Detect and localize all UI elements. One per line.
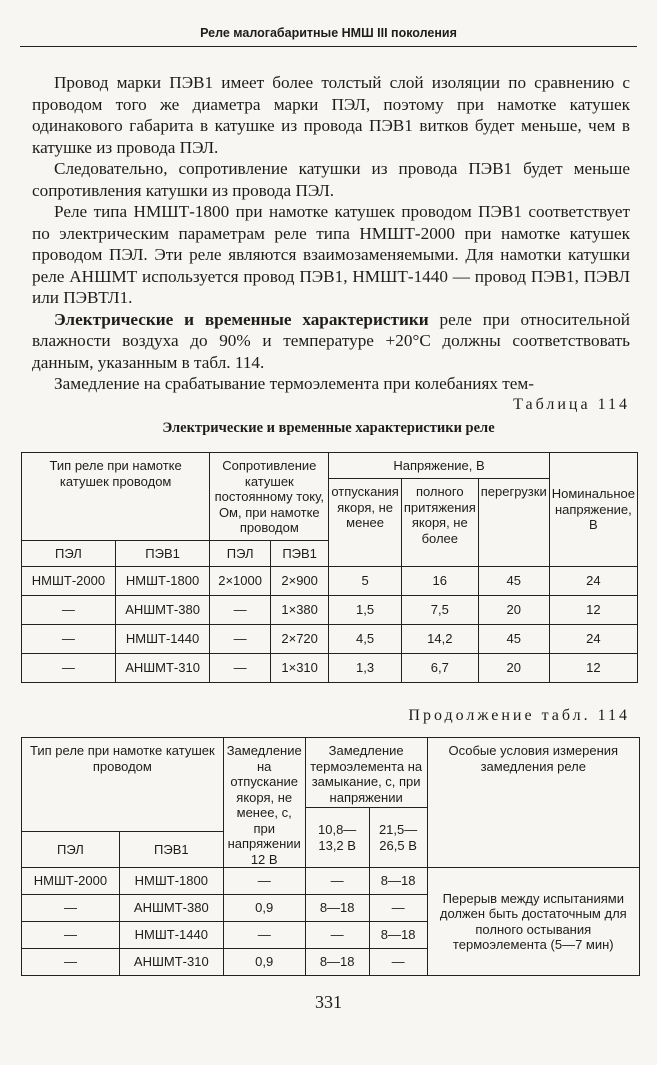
table-cell: 4,5 (329, 625, 401, 654)
table-cell: — (305, 868, 369, 895)
table-cell: 20 (478, 596, 549, 625)
table-cell: 7,5 (401, 596, 478, 625)
table-title: Электрические и временные характеристики реле (162, 420, 495, 436)
header-cell: Напряжение, В (329, 453, 549, 479)
table-cell: 45 (478, 567, 549, 596)
body-text (32, 72, 630, 395)
paragraph: Следовательно, сопротивление катушки из провода ПЭВ1 будет меньше сопротивления катушки из провода ПЭЛ. (32, 159, 630, 200)
table-cell: 8—18 (369, 868, 427, 895)
table-cell: 1×380 (270, 596, 328, 625)
table-cell: 14,2 (401, 625, 478, 654)
page-number: 331 (315, 992, 342, 1012)
table-cell: — (22, 654, 116, 683)
header-cell: полного притяжения якоря, не более (401, 479, 478, 567)
table-cell: 0,9 (223, 949, 305, 976)
table-cell: 2×900 (270, 567, 328, 596)
table-cell: — (22, 949, 120, 976)
table-cell: 24 (549, 625, 637, 654)
table-cell: — (22, 625, 116, 654)
table-cell: НМШТ-1440 (119, 922, 223, 949)
table-cell: 2×1000 (210, 567, 271, 596)
table-cell: — (210, 625, 271, 654)
table-row (22, 596, 638, 625)
paragraph: Провод марки ПЭВ1 имеет более толстый слой изоляции по сравнению с проводом того же диаметра марки ПЭЛ, поэтому при намотке катушек одинакового габарита в катушке из провода ПЭВ1 витков будет меньше, чем в катушке из провода ПЭЛ. (32, 73, 630, 157)
table-row (22, 625, 638, 654)
table-cell: 5 (329, 567, 401, 596)
header-cell: ПЭВ1 (270, 541, 328, 567)
conditions-note: Перерыв между испытаниями должен быть достаточным для полного остывания термоэлемента (5—7 мин) (427, 868, 639, 976)
table-continuation-caption: Продолжение табл. 114 (408, 707, 630, 724)
header-cell: ПЭЛ (22, 832, 120, 868)
table-cell: — (369, 895, 427, 922)
table-cell: НМШТ-2000 (22, 567, 116, 596)
table-cell: 12 (549, 596, 637, 625)
bold-term: Электрические и временные характеристики (54, 309, 429, 329)
table-row (22, 654, 638, 683)
table-row (22, 567, 638, 596)
table-cell: — (305, 922, 369, 949)
header-cell: Тип реле при намотке катушек проводом (22, 453, 210, 541)
table-cell: — (22, 895, 120, 922)
header-cell: Номинальное напряжение, В (549, 453, 637, 567)
table-cell: 2×720 (270, 625, 328, 654)
header-cell: ПЭВ1 (119, 832, 223, 868)
table-cell: 8—18 (305, 949, 369, 976)
header-cell: ПЭЛ (210, 541, 271, 567)
table-cell: — (22, 922, 120, 949)
table-cell: 0,9 (223, 895, 305, 922)
table-cell: 20 (478, 654, 549, 683)
table-cell: 8—18 (305, 895, 369, 922)
table-cell: 45 (478, 625, 549, 654)
table-cell: 1×310 (270, 654, 328, 683)
table-cell: НМШТ-1800 (115, 567, 209, 596)
table-cell: 16 (401, 567, 478, 596)
header-cell: 10,8—13,2 В (305, 808, 369, 868)
table-cell: НМШТ-1800 (119, 868, 223, 895)
table-caption: Таблица 114 (513, 396, 630, 413)
table-cell: НМШТ-2000 (22, 868, 120, 895)
table-cell: — (210, 654, 271, 683)
header-cell: ПЭЛ (22, 541, 116, 567)
header-cell: Сопротивление катушек постоянному току, Ом, при намотке проводом (210, 453, 329, 541)
paragraph (32, 309, 630, 374)
header-cell: 21,5—26,5 В (369, 808, 427, 868)
table-cell: АНШМТ-380 (115, 596, 209, 625)
delay-table (21, 737, 640, 976)
table-cell: НМШТ-1440 (115, 625, 209, 654)
characteristics-table (21, 452, 638, 683)
header-cell: Тип реле при намотке катушек проводом (22, 738, 224, 832)
table-cell: — (223, 922, 305, 949)
paragraph: Замедление на срабатывание термоэлемента при колебаниях тем- (54, 374, 535, 393)
table-cell: 12 (549, 654, 637, 683)
table-cell: 8—18 (369, 922, 427, 949)
table-cell: — (223, 868, 305, 895)
paragraph-text: реле при относительной влажности воздуха до 90% и температуре +20°С должны соответствовать данным, указанным в табл. 114. (32, 309, 630, 372)
table-cell: — (22, 596, 116, 625)
table-row (22, 868, 640, 895)
table-cell: — (210, 596, 271, 625)
paragraph: Реле типа НМШТ-1800 при намотке катушек проводом ПЭВ1 соответствует по электрическим параметрам реле типа НМШТ-2000 при намотке катушек проводом ПЭЛ. Эти реле являются взаимозаменяемыми. Для намотки катушки реле АНШМТ используется провод ПЭВ1, НМШТ-1440 — провод ПЭВ1, ПЭВЛ или ПЭВТЛ1. (32, 202, 630, 307)
table-cell: АНШМТ-380 (119, 895, 223, 922)
header-cell: Особые условия измерения замедления реле (427, 738, 639, 868)
table-cell: 24 (549, 567, 637, 596)
table-cell: АНШМТ-310 (119, 949, 223, 976)
header-cell: перегрузки (478, 479, 549, 567)
table-cell: АНШМТ-310 (115, 654, 209, 683)
header-cell: ПЭВ1 (115, 541, 209, 567)
header-cell: отпускания якоря, не менее (329, 479, 401, 567)
table-cell: 6,7 (401, 654, 478, 683)
running-header: Реле малогабаритные НМШ III поколения (20, 26, 637, 47)
header-cell: Замедление на отпускание якоря, не менее, с, при напряжении 12 В (223, 738, 305, 868)
table-cell: 1,5 (329, 596, 401, 625)
table-cell: — (369, 949, 427, 976)
header-cell: Замедление термоэлемента на замыкание, с, при напряжении (305, 738, 427, 808)
table-cell: 1,3 (329, 654, 401, 683)
